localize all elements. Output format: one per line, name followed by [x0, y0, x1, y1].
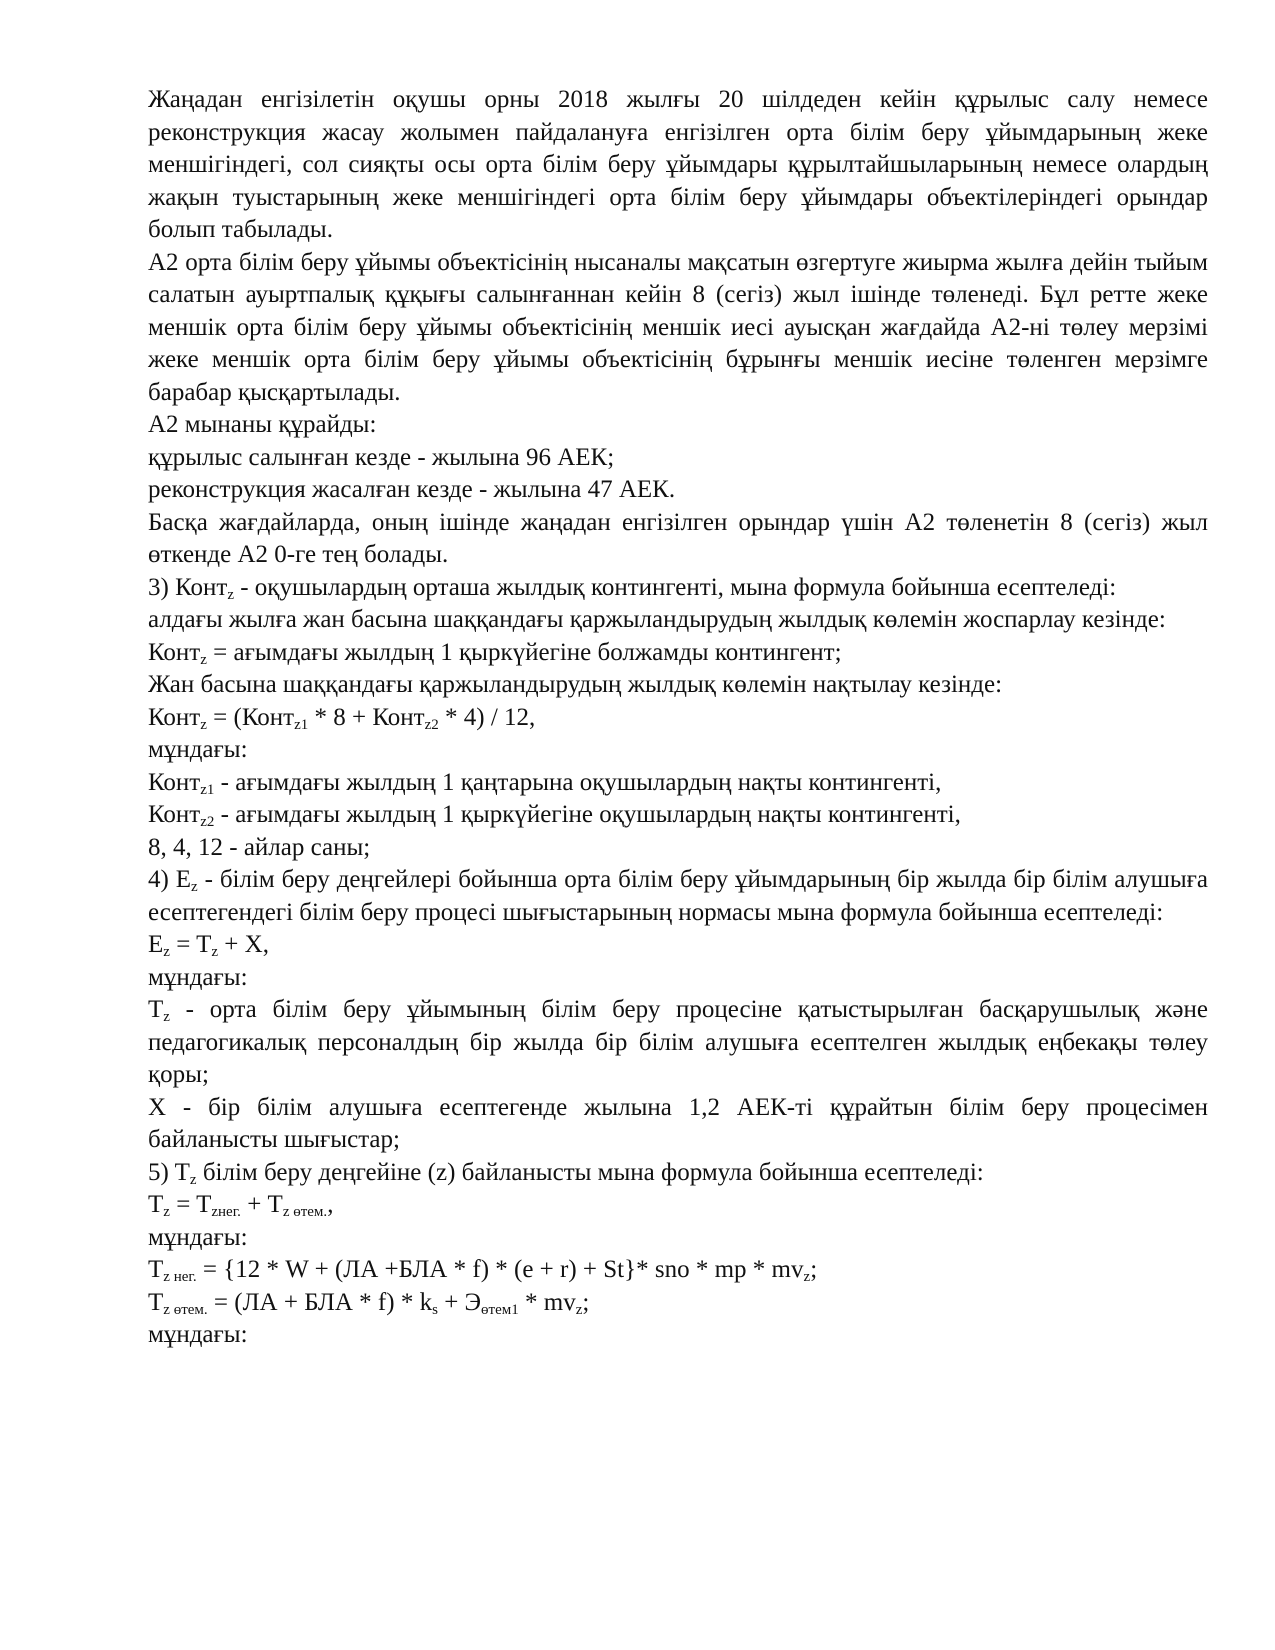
- formula-tz: $T_z = T_{zнег.} + T_{z өтем.}$,: [148, 1191, 334, 1220]
- formula-tz-neg: $T_{z нег.} = \{12 * W + (ЛА +БЛА * f) * (e + r) + St\}*$ sno * mp * $mv_z$;: [148, 1256, 818, 1285]
- paragraph-other-cases: Басқа жағдайларда, оның ішінде жаңадан енгізілген орындар үшін А2 төленетін 8 (сегіз) жыл өткенде А2 0-ге тең болады.: [148, 508, 1208, 568]
- paragraph-a2-composition: А2 мынаны құрайды:: [148, 411, 377, 438]
- paragraph-item-3-kontz: 3) Конт$_z$ - оқушылардың орташа жылдық контингенті, мына формула бойынша есептеледі:: [148, 573, 1117, 603]
- definition-x: X - бір білім алушыға есептегенде жылына 1,2 АЕК-ті құрайтын білім беру процесімен байланысты шығыстар;: [148, 1093, 1208, 1153]
- definition-months: 8, 4, 12 - айлар саны;: [148, 833, 371, 861]
- paragraph-refinement: Жан басына шаққандағы қаржыландырудың жылдық көлемін нақтылау кезінде:: [148, 671, 1003, 698]
- label-where-1: мұндағы:: [148, 736, 248, 763]
- paragraph-planning-next-year: алдағы жылға жан басына шаққандағы қаржыландырудың жылдық көлемін жоспарлау кезінде:: [148, 606, 1166, 633]
- definition-kontz1: Конт$_{z1}$ - ағымдағы жылдың 1 қаңтарына оқушылардың нақты контингенті,: [148, 768, 942, 798]
- formula-tz-otem: $T_{z өтем.} = (ЛА$ + БЛА * $f) * k_s + Э_{өтем1} * mv_z$;: [148, 1288, 590, 1318]
- document-page: [148, 84, 1208, 1352]
- definition-kontz2: Конт$_{z2}$ - ағымдағы жылдың 1 қыркүйегіне оқушылардың нақты контингенті,: [148, 801, 961, 830]
- formula-kontz-forecast: Конт$_z$ = ағымдағы жылдың 1 қыркүйегіне болжамды контингент;: [148, 638, 842, 668]
- paragraph-item-4-ez: 4) $E_z$ - білім беру деңгейлері бойынша орта білім беру ұйымдарының бір жылда бір білім алушыға есептегендегі білім беру процесі шығыстарының нормасы мына формула бойынша есептеледі:: [148, 866, 1208, 926]
- formula-ez: $E_z = T_z + X$,: [148, 931, 269, 960]
- paragraph-item-5-tz: 5) $T_z$ білім беру деңгейіне (z) байланысты мына формула бойынша есептеледі:: [148, 1158, 984, 1188]
- formula-kontz-average: Конт$_z$ = (Конт$_{z1}$ * 8 + Конт$_{z2}$ * 4) / 12,: [148, 703, 536, 733]
- paragraph-new-student-places: Жаңадан енгізілетін оқушы орны 2018 жылғы 20 шілдеден кейін құрылыс салу немесе реконструкция жасау жолымен пайдалануға енгізілген орта білім беру ұйымдарының жеке меншігіндегі, сол сияқты осы орта білім беру ұйымдары құрылтайшыларының немесе олардың жақын туыстарының жеке меншігіндегі орта білім беру ұйымдары объектілеріндегі орындар болып табылады.: [148, 86, 1208, 243]
- paragraph-a2-payment-terms: А2 орта білім беру ұйымы объектісінің нысаналы мақсатын өзгертуге жиырма жылға дейін тыйым салатын ауыртпалық құқығы салынғаннан кейін 8 (сегіз) жыл ішінде төленеді. Бұл ретте жеке меншік орта білім беру ұйымы объектісінің меншік иесі ауысқан жағдайда А2-ні төлеу мерзімі жеке меншік орта білім беру ұйымы объектісінің бұрынғы меншік иесіне төленген мерзімге барабар қысқартылады.: [148, 248, 1208, 406]
- label-where-4: мұндағы:: [148, 1321, 248, 1348]
- paragraph-construction-rate: құрылыс салынған кезде - жылына 96 АЕК;: [148, 443, 615, 471]
- label-where-2: мұндағы:: [148, 963, 248, 991]
- definition-tz: $T_z$ - орта білім беру ұйымының білім беру процесіне қатыстырылған басқарушылық және педагогикалық персоналдың бір жылда бір білім алушыға есептелген жылдық еңбекақы төлеу қоры;: [148, 996, 1208, 1088]
- label-where-3: мұндағы:: [148, 1223, 248, 1251]
- paragraph-reconstruction-rate: реконструкция жасалған кезде - жылына 47 АЕК.: [148, 476, 676, 503]
